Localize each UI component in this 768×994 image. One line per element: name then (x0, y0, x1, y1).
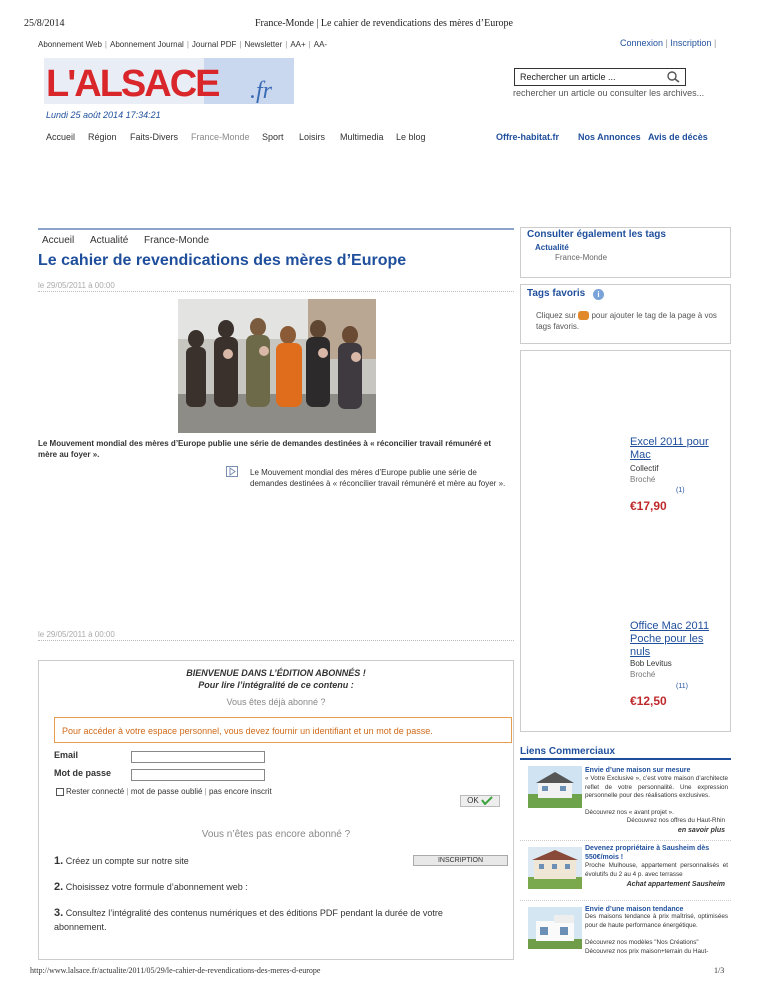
ad-1-link[interactable]: en savoir plus (677, 827, 725, 834)
ad-3-text: Des maisons tendance à prix maîtrisé, optimisées pour de haute performance énergétique. (585, 913, 728, 929)
print-header (0, 18, 768, 32)
ok-button[interactable] (460, 795, 500, 807)
nav-avis-de-deces[interactable]: Avis de décès (648, 132, 708, 142)
welcome-heading: BIENVENUE DANS L’ÉDITION ABONNÉS ! (186, 668, 366, 678)
step-1 (54, 854, 454, 868)
product-1-title[interactable]: Excel 2011 pour Mac (630, 436, 709, 461)
product-1-binding: Broché (630, 475, 656, 484)
ad-1-text-3: Découvrez nos offres du Haut-Rhin (626, 817, 725, 824)
nav-multimedia[interactable]: Multimedia (340, 132, 384, 142)
svg-text:L'ALSACE: L'ALSACE (46, 63, 219, 104)
print-page-number: 1/3 (714, 966, 725, 975)
ad-1-text: « Votre Exclusive », c’est votre maison d’architecte reflet de votre personnalité. Une expression personnelle pour des réalisations exclusives. (585, 775, 728, 800)
article-dateline-bottom: le 29/05/2011 à 00:00 (38, 630, 514, 641)
logo-graphic (44, 58, 294, 104)
already-subscribed-heading: Vous êtes déjà abonné ? (226, 697, 326, 707)
not-subscribed-heading: Vous n’êtes pas encore abonné ? (201, 829, 351, 840)
favorites-text-before: Cliquez sur (536, 311, 577, 320)
nav-offre-habitat[interactable]: Offre-habitat.fr (496, 132, 559, 142)
inscription-button[interactable]: INSCRIPTION (413, 855, 508, 866)
ad-2-title[interactable]: Devenez propriétaire à Sausheim dès 550€/mois ! (585, 845, 710, 861)
ad-1[interactable] (520, 764, 731, 840)
check-icon (481, 796, 493, 805)
ok-label: OK (467, 796, 479, 805)
search-icon[interactable] (664, 70, 682, 84)
modern-house-image (528, 907, 582, 949)
current-date: Lundi 25 août 2014 17:34:21 (46, 110, 161, 120)
step-2-text: Choisissez votre formule d’abonnement web : (65, 882, 248, 892)
mothers-photo (178, 299, 376, 433)
ad-2-link[interactable]: Achat appartement Sausheim (626, 881, 725, 888)
remember-label[interactable]: Rester connecté (66, 787, 125, 796)
login-warning: Pour accéder à votre espace personnel, vous devez fournir un identifiant et un mot de passe. (54, 717, 512, 743)
play-icon[interactable] (226, 466, 238, 477)
login-link[interactable]: Connexion (620, 38, 664, 48)
step-1-num: 1. (54, 855, 64, 867)
favorites-heading: Tags favoris (527, 288, 586, 299)
nav-sport[interactable]: Sport (262, 132, 284, 142)
house-image (528, 766, 582, 808)
article-lede: Le Mouvement mondial des mères d’Europe publie une série de demandes destinées à « réconcilier travail rémunéré et mère au foyer ». (38, 439, 492, 459)
nav-le-blog[interactable]: Le blog (396, 132, 426, 142)
product-2-title[interactable]: Office Mac 2011 Poche pour les nuls (630, 620, 710, 658)
search-input[interactable]: Rechercher un article ... (514, 68, 686, 86)
favorites-text-after: pour ajouter le tag de la page à vos tags favoris. (536, 311, 717, 331)
step-2 (54, 880, 454, 894)
top-link-newsletter[interactable]: Newsletter (244, 40, 283, 49)
info-icon[interactable]: i (593, 289, 604, 300)
commercial-links-heading: Liens Commerciaux (520, 746, 616, 757)
nav-nos-annonces[interactable]: Nos Annonces (578, 132, 641, 142)
nav-region[interactable]: Région (88, 132, 117, 142)
article-body: Le Mouvement mondial des mères d’Europe publie une série de demandes destinées à « réconcilier travail rémunéré et mère au foyer ». (250, 468, 506, 488)
tag-actualite[interactable]: Actualité (535, 243, 569, 252)
forgot-password-link[interactable]: mot de passe oublié (130, 787, 203, 796)
product-2-price[interactable]: €12,50 (630, 694, 667, 708)
article-title: Le cahier de revendications des mères d’Europe (38, 252, 407, 269)
step-3-num: 3. (54, 907, 64, 919)
ad-3-text-3: Découvrez nos prix maison+terrain du Haut- (585, 948, 709, 955)
tag-france-monde[interactable]: France-Monde (555, 253, 608, 262)
search-hint[interactable]: rechercher un article ou consulter les archives... (513, 88, 705, 98)
top-link-aa-minus[interactable]: AA- (313, 40, 328, 49)
product-ad-box (520, 350, 731, 732)
top-link-abonnement-journal[interactable]: Abonnement Journal (109, 40, 184, 49)
print-title: France-Monde | Le cahier de revendications des mères d’Europe (254, 18, 513, 29)
nav-accueil[interactable]: Accueil (46, 132, 76, 142)
password-field[interactable] (131, 769, 265, 781)
welcome-subheading: Pour lire l’intégralité de ce contenu : (198, 680, 354, 690)
breadcrumb-accueil[interactable]: Accueil (42, 235, 75, 246)
step-2-num: 2. (54, 881, 64, 893)
top-link-aa-plus[interactable]: AA+ (290, 40, 306, 49)
not-signed-link[interactable]: pas encore inscrit (208, 787, 272, 796)
ad-1-text-2: Découvrez nos « avant projet ». (585, 809, 674, 816)
product-2-count[interactable]: (11) (676, 683, 688, 690)
product-2-binding: Broché (630, 670, 656, 679)
remember-checkbox[interactable] (56, 788, 64, 796)
signup-link[interactable]: Inscription (670, 38, 712, 48)
password-label: Mot de passe (54, 768, 112, 778)
tag-add-icon[interactable] (578, 311, 589, 320)
top-link-abonnement-web[interactable]: Abonnement Web (38, 40, 102, 49)
top-links: Abonnement Web | Abonnement Journal | Journal PDF | Newsletter | AA+ | AA- (38, 40, 328, 49)
favorites-text (536, 310, 722, 332)
product-2-author: Bob Levitus (630, 659, 672, 668)
tags-heading: Consulter également les tags (527, 229, 666, 240)
breadcrumb-actualite[interactable]: Actualité (90, 235, 129, 246)
step-1-text: Créez un compte sur notre site (65, 856, 189, 866)
print-date: 25/8/2014 (24, 18, 65, 29)
account-links: Connexion | Inscription | (620, 38, 717, 48)
step-3-text: Consultez l’intégralité des contenus numériques et des éditions PDF pendant la durée de votre abonnement. (54, 908, 443, 932)
nav-loisirs[interactable]: Loisirs (299, 132, 326, 142)
product-1-count[interactable]: (1) (676, 487, 685, 494)
top-link-journal-pdf[interactable]: Journal PDF (191, 40, 237, 49)
breadcrumb-france-monde[interactable]: France-Monde (144, 235, 210, 246)
ad-3-title[interactable]: Envie d’une maison tendance (585, 906, 684, 913)
commercial-links-divider (520, 758, 731, 760)
email-label: Email (54, 750, 79, 760)
product-1-author: Collectif (630, 464, 659, 473)
login-options: Rester connecté | mot de passe oublié | pas encore inscrit (66, 787, 272, 796)
article-dateline: le 29/05/2011 à 00:00 (38, 281, 514, 292)
ad-2-text: Proche Mulhouse, appartement personnalisés et évolutifs du 2 au 4 p. avec terrasse (585, 862, 728, 878)
ad-3-text-2: Découvrez nos modèles "Nos Créations" (585, 939, 699, 946)
email-field[interactable] (131, 751, 265, 763)
ad-1-title[interactable]: Envie d’une maison sur mesure (585, 767, 691, 774)
product-1-price[interactable]: €17,90 (630, 499, 667, 513)
step-3 (54, 906, 454, 934)
nav-faits-divers[interactable]: Faits-Divers (130, 132, 179, 142)
ad-2[interactable] (520, 840, 731, 900)
site-logo[interactable] (44, 58, 294, 104)
svg-text:.fr: .fr (250, 78, 273, 104)
breadcrumb (38, 228, 514, 248)
article-photo[interactable] (178, 299, 376, 433)
ad-3[interactable] (520, 900, 731, 962)
nav-france-monde[interactable]: France-Monde (191, 132, 250, 142)
print-footer-url: http://www.lalsace.fr/actualite/2011/05/29/le-cahier-de-revendications-des-meres-d-europe (30, 966, 321, 975)
